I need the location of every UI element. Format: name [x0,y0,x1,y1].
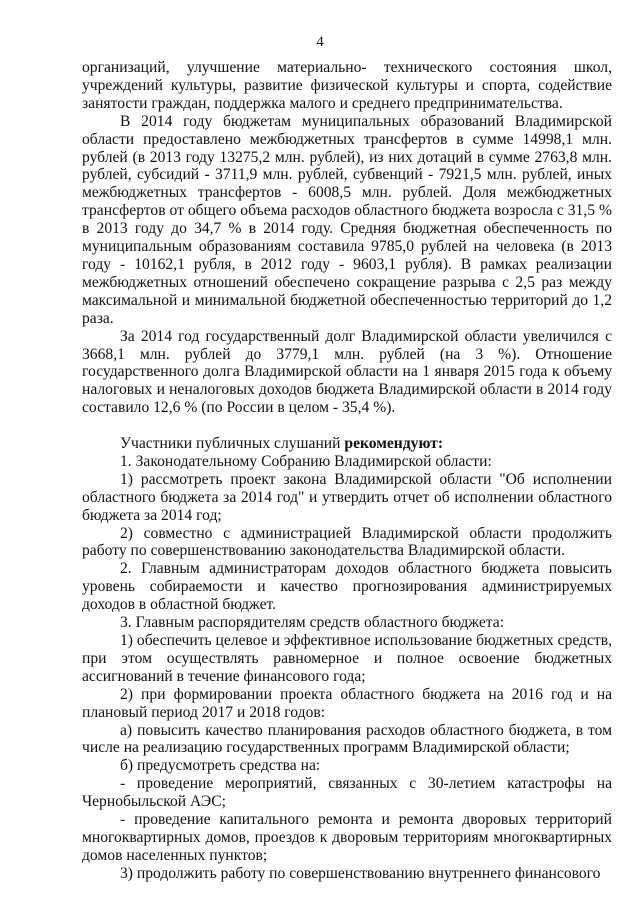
paragraph-interbudget-transfers: В 2014 году бюджетам муниципальных образований Владимирской области предоставлено межбюджетных трансфертов в сумме 14998,1 млн. рублей (в 2013 году 13275,2 млн. рублей), из них дотаций в сумме 2763,8 млн. рублей, субсидий - 3711,9 млн. рублей, субвенций - 7921,5 млн. рублей, иных межбюджетных трансфертов - 6008,5 млн. рублей. Доля межбюджетных трансфертов от общего объема расходов областного бюджета возросла с 31,5 % в 2013 году до 34,7 % в 2014 году. Средняя бюджетная обеспеченность по муниципальным образованиям составила 9785,0 рублей на человека (в 2013 году - 10162,1 рубля, в 2012 году - 9603,1 рубля). В рамках реализации межбюджетных отношений обеспечено сокращение разрыва с 2,5 раз между максимальной и минимальной бюджетной обеспеченностью территорий до 1,2 раза. [82,112,612,327]
page-number: 4 [316,34,324,50]
recommendations-lead-bold: рекомендуют: [344,435,444,453]
recommendations-lead-text: Участники публичных слушаний [120,435,345,453]
recommendation-item: 2) совместно с администрацией Владимирской области продолжить работу по совершенствованию законодательства Владимирской области. [82,524,612,560]
recommendation-item: - проведение мероприятий, связанных с 30-летием катастрофы на Чернобыльской АЭС; [82,775,612,811]
recommendation-item: б) предусмотреть средства на: [120,757,321,775]
recommendation-item: 1) рассмотреть проект закона Владимирской области "Об исполнении областного бюджета за 2014 год" и утвердить отчет об исполнении областного бюджета за 2014 год; [82,470,612,524]
recommendation-item: - проведение капитального ремонта и ремонта дворовых территорий многоквартирных домов, проездов к дворовым территориям многоквартирных домов населенных пунктов; [82,811,612,864]
recommendation-item: 2) при формировании проекта областного бюджета на 2016 год и на плановый период 2017 и 2018 годов: [82,685,612,721]
document-body [82,59,612,883]
recommendation-item: 3) продолжить работу по совершенствованию внутреннего финансового [120,864,601,882]
recommendations-lead [82,435,612,453]
recommendation-item: 1) обеспечить целевое и эффективное использование бюджетных средств, при этом осуществлять равномерное и полное освоение бюджетных ассигнований в течение финансового года; [82,631,612,685]
recommendation-item: 1. Законодательному Собранию Владимирской области: [120,452,492,470]
recommendation-item: 3. Главным распорядителям средств областного бюджета: [120,614,505,632]
paragraph-state-debt: За 2014 год государственный долг Владимирской области увеличился с 3668,1 млн. рублей до 3779,1 млн. рублей (на 3 %). Отношение государственного долга Владимирской области на 1 января 2015 года к объему налоговых и неналоговых доходов бюджета Владимирской области в 2014 году составило 12,6 % (по России в целом - 35,4 %). [82,327,612,417]
paragraph-gap [82,417,612,435]
recommendation-item: 2. Главным администраторам доходов областного бюджета повысить уровень собираемости и качество прогнозирования администрируемых доходов в областной бюджет. [82,560,612,614]
paragraph-continuation: организаций, улучшение материально- технического состояния школ, учреждений культуры, развитие физической культуры и спорта, содействие занятости граждан, поддержка малого и среднего предпринимательства. [82,59,612,112]
recommendation-item: а) повысить качество планирования расходов областного бюджета, в том числе на реализацию государственных программ Владимирской области; [82,721,612,757]
